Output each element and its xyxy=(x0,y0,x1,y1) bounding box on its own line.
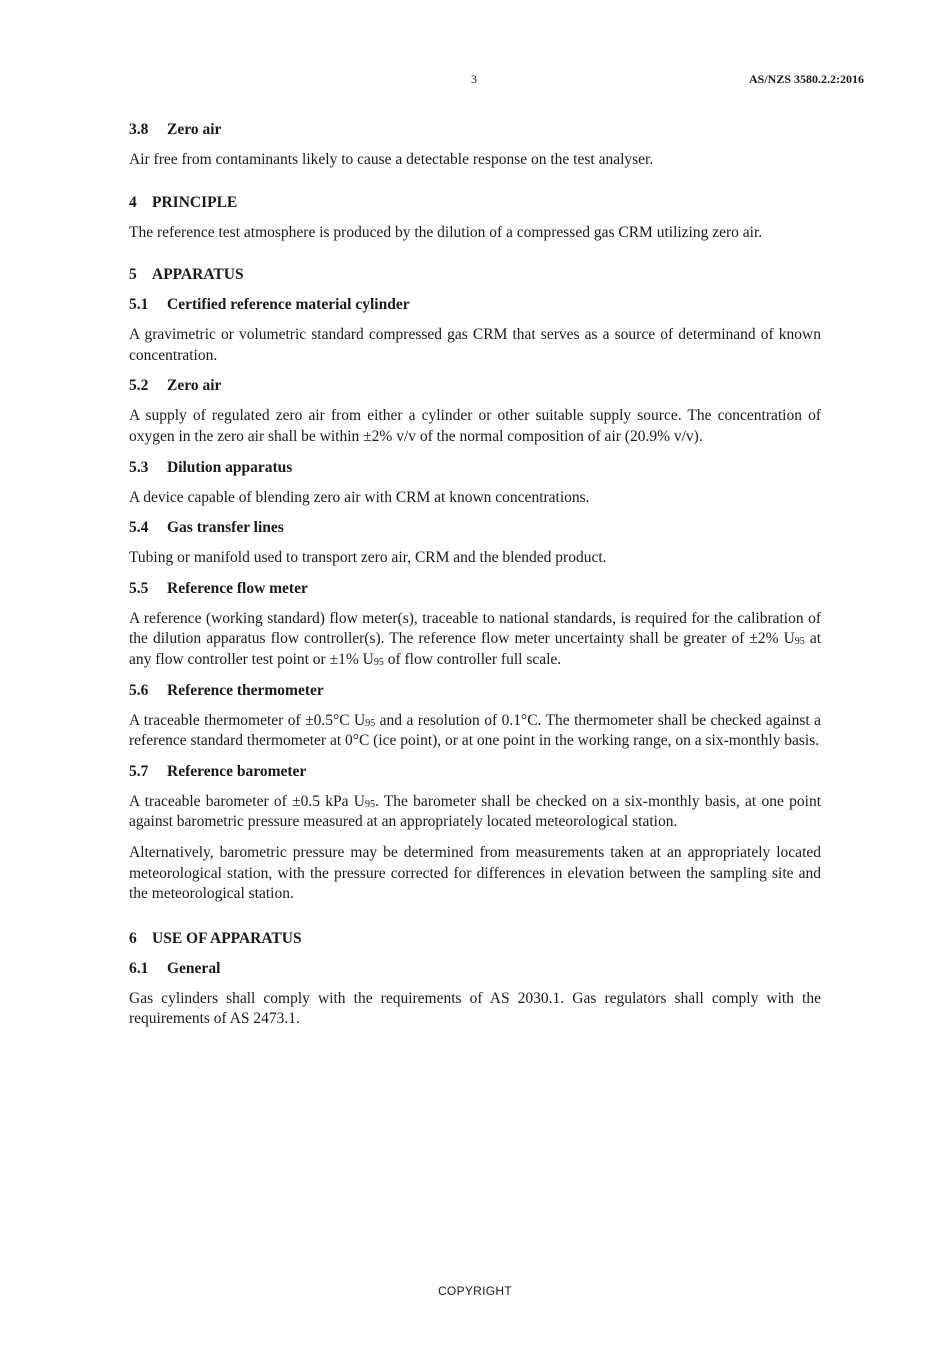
heading-5-6 xyxy=(129,681,821,701)
heading-title: Certified reference material cylinder xyxy=(167,296,410,314)
paragraph-4: The reference test atmosphere is produced by the dilution of a compressed gas CRM utilizing zero air. xyxy=(129,223,763,241)
heading-5-4 xyxy=(129,518,821,538)
heading-title: Reference barometer xyxy=(167,762,307,780)
heading-title: General xyxy=(167,959,221,977)
heading-number: 3.8 xyxy=(129,121,149,138)
heading-number: 5.3 xyxy=(129,458,149,476)
heading-3-8 xyxy=(129,120,821,140)
heading-title: Zero air xyxy=(167,121,222,138)
heading-title: Dilution apparatus xyxy=(167,458,293,476)
paragraph-5-5 xyxy=(129,609,821,671)
text-run: at any flow controller test point or ±1% U xyxy=(129,630,822,668)
heading-title: PRINCIPLE xyxy=(152,193,238,211)
heading-title: Gas transfer lines xyxy=(167,519,284,537)
heading-number: 5 xyxy=(129,266,137,284)
subscript: 95 xyxy=(373,656,384,668)
subscript: 95 xyxy=(365,717,376,729)
paragraph-5-2: A supply of regulated zero air from either a cylinder or other suitable supply source. The concentration of oxygen in the zero air shall be within ±2% v/v of the normal composition of air (20.9% v/v). xyxy=(129,407,821,445)
paragraph-5-7-alt: Alternatively, barometric pressure may be determined from measurements taken at an appropriately located meteorological station, with the pressure corrected for differences in elevation between the sampling site and the meteorological station. xyxy=(129,843,821,903)
text-run: A traceable barometer of ±0.5 kPa U xyxy=(129,792,365,810)
heading-title: Reference flow meter xyxy=(167,579,308,597)
copyright-footer: COPYRIGHT xyxy=(437,1284,513,1298)
paragraph-5-1: A gravimetric or volumetric standard compressed gas CRM that serves as a source of determinand of known concentration. xyxy=(129,326,821,364)
heading-title: Reference thermometer xyxy=(167,681,324,699)
heading-number: 5.7 xyxy=(129,762,149,780)
heading-5-7 xyxy=(129,762,821,782)
heading-title: Zero air xyxy=(167,377,222,395)
heading-number: 4 xyxy=(129,193,137,211)
document-id: AS/NZS 3580.2.2:2016 xyxy=(748,72,864,86)
heading-5-1 xyxy=(129,295,821,315)
text-run: and a resolution of 0.1°C. The thermometer shall be checked against a reference standard thermometer at 0°C (ice point), or at one point in the working range, on a six-monthly basis. xyxy=(129,711,821,750)
paragraph-6-1: Gas cylinders shall comply with the requirements of AS 2030.1. Gas regulators shall comply with the requirements of AS 2473.1. xyxy=(129,989,821,1028)
heading-5-2 xyxy=(129,376,821,396)
subscript: 95 xyxy=(794,636,805,648)
heading-6 xyxy=(129,929,821,949)
heading-number: 6 xyxy=(129,929,137,947)
heading-number: 5.6 xyxy=(129,681,149,699)
paragraph-5-4: Tubing or manifold used to transport zero air, CRM and the blended product. xyxy=(129,549,607,567)
heading-5-5 xyxy=(129,579,821,599)
heading-title: USE OF APPARATUS xyxy=(152,929,302,947)
document-body xyxy=(129,120,821,1040)
paragraph-3-8: Air free from contaminants likely to cause a detectable response on the test analyser. xyxy=(129,151,654,168)
text-run: A reference (working standard) flow meter(s), traceable to national standards, is required for the calibration of the dilution apparatus flow controller(s). The reference flow meter uncertainty shall be greater of ±2% U xyxy=(129,609,821,648)
heading-4 xyxy=(129,193,821,213)
page-number: 3 xyxy=(471,72,477,86)
heading-number: 5.2 xyxy=(129,377,149,395)
heading-5-3 xyxy=(129,458,821,478)
subscript: 95 xyxy=(364,798,375,810)
paragraph-5-3: A device capable of blending zero air with CRM at known concentrations. xyxy=(129,488,590,506)
heading-5 xyxy=(129,265,821,285)
heading-number: 6.1 xyxy=(129,959,149,977)
heading-6-1 xyxy=(129,959,821,979)
text-run: of flow controller full scale. xyxy=(383,650,562,668)
heading-number: 5.4 xyxy=(129,519,149,537)
heading-title: APPARATUS xyxy=(152,266,244,284)
text-run: . The barometer shall be checked on a six-monthly basis, at one point against barometric pressure measured at an appropriately located meteorological station. xyxy=(129,792,821,831)
paragraph-5-6 xyxy=(129,711,821,752)
paragraph-5-7 xyxy=(129,792,821,833)
heading-number: 5.1 xyxy=(129,296,149,314)
text-run: A traceable thermometer of ±0.5°C U xyxy=(129,711,366,729)
heading-number: 5.5 xyxy=(129,579,149,597)
